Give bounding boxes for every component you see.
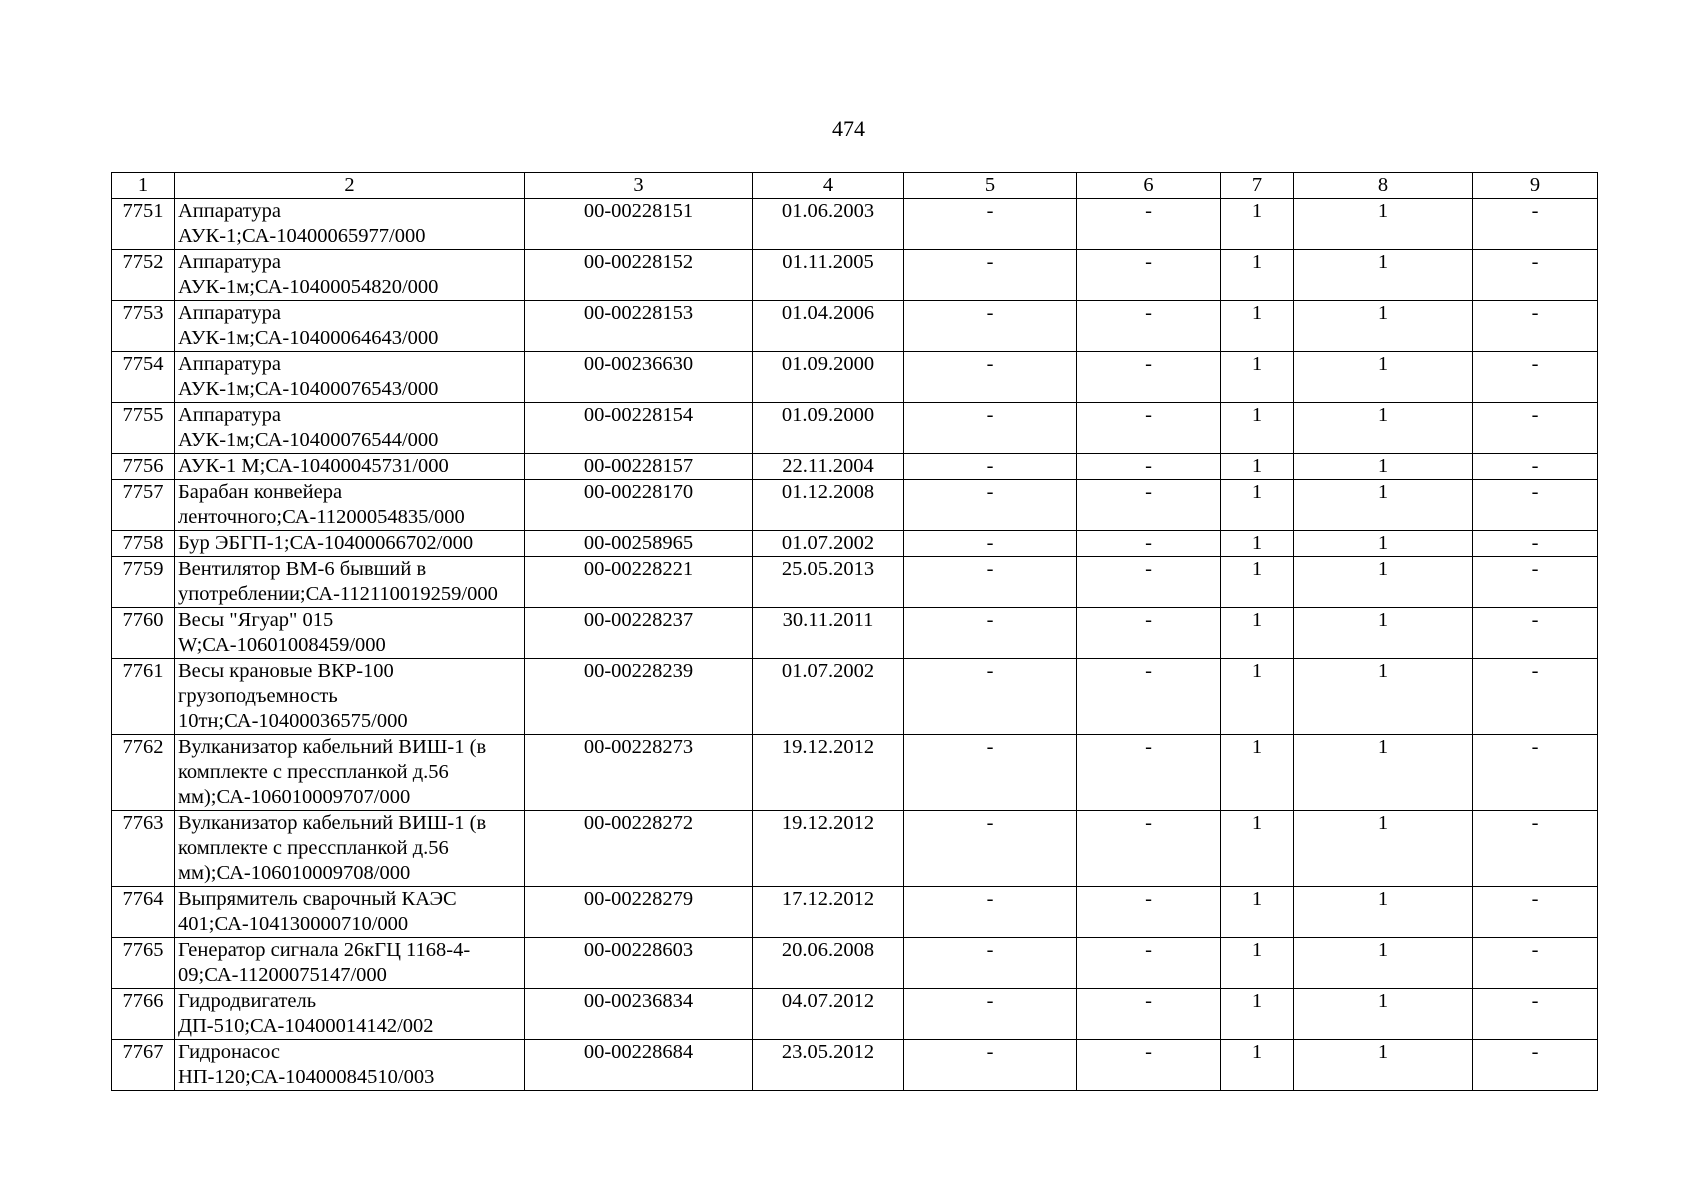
column-8-cell: 1 <box>1294 480 1473 531</box>
column-7-cell: 1 <box>1221 735 1294 811</box>
column-7-cell: 1 <box>1221 811 1294 887</box>
inventory-code-cell: 00-00228221 <box>525 557 753 608</box>
column-7-cell: 1 <box>1221 531 1294 557</box>
column-5-cell: - <box>904 301 1077 352</box>
column-6-cell: - <box>1077 557 1221 608</box>
table-row <box>112 250 1598 301</box>
column-8-cell: 1 <box>1294 199 1473 250</box>
table-row <box>112 887 1598 938</box>
date-cell: 30.11.2011 <box>753 608 904 659</box>
column-8-cell: 1 <box>1294 989 1473 1040</box>
table-body <box>112 199 1598 1091</box>
column-6-cell: - <box>1077 887 1221 938</box>
column-8-cell: 1 <box>1294 352 1473 403</box>
column-7-cell: 1 <box>1221 608 1294 659</box>
table-row <box>112 735 1598 811</box>
column-9-cell: - <box>1473 250 1598 301</box>
column-header: 8 <box>1294 173 1473 199</box>
inventory-code-cell: 00-00228273 <box>525 735 753 811</box>
column-9-cell: - <box>1473 199 1598 250</box>
column-7-cell: 1 <box>1221 1040 1294 1091</box>
column-5-cell: - <box>904 352 1077 403</box>
column-9-cell: - <box>1473 301 1598 352</box>
row-number-cell: 7760 <box>112 608 175 659</box>
column-9-cell: - <box>1473 608 1598 659</box>
row-number-cell: 7757 <box>112 480 175 531</box>
column-7-cell: 1 <box>1221 989 1294 1040</box>
column-6-cell: - <box>1077 301 1221 352</box>
item-name-cell: Аппаратура АУК-1м;СА-10400076544/000 <box>175 403 525 454</box>
inventory-code-cell: 00-00228237 <box>525 608 753 659</box>
column-6-cell: - <box>1077 659 1221 735</box>
column-6-cell: - <box>1077 352 1221 403</box>
inventory-code-cell: 00-00258965 <box>525 531 753 557</box>
column-9-cell: - <box>1473 557 1598 608</box>
column-6-cell: - <box>1077 480 1221 531</box>
column-8-cell: 1 <box>1294 1040 1473 1091</box>
row-number-cell: 7751 <box>112 199 175 250</box>
inventory-code-cell: 00-00228153 <box>525 301 753 352</box>
item-name-cell: Гидродвигатель ДП-510;СА-10400014142/002 <box>175 989 525 1040</box>
column-9-cell: - <box>1473 938 1598 989</box>
column-6-cell: - <box>1077 811 1221 887</box>
table-row <box>112 301 1598 352</box>
column-6-cell: - <box>1077 989 1221 1040</box>
column-8-cell: 1 <box>1294 403 1473 454</box>
date-cell: 17.12.2012 <box>753 887 904 938</box>
date-cell: 01.07.2002 <box>753 531 904 557</box>
row-number-cell: 7764 <box>112 887 175 938</box>
column-5-cell: - <box>904 454 1077 480</box>
column-5-cell: - <box>904 480 1077 531</box>
inventory-code-cell: 00-00228272 <box>525 811 753 887</box>
column-7-cell: 1 <box>1221 199 1294 250</box>
row-number-cell: 7754 <box>112 352 175 403</box>
column-9-cell: - <box>1473 403 1598 454</box>
item-name-cell: Весы "Ягуар" 015 W;СА-10601008459/000 <box>175 608 525 659</box>
row-number-cell: 7755 <box>112 403 175 454</box>
item-name-cell: Весы крановые ВКР-100 грузоподъемность 10тн;СА-10400036575/000 <box>175 659 525 735</box>
column-8-cell: 1 <box>1294 454 1473 480</box>
column-6-cell: - <box>1077 735 1221 811</box>
date-cell: 25.05.2013 <box>753 557 904 608</box>
date-cell: 01.11.2005 <box>753 250 904 301</box>
column-5-cell: - <box>904 938 1077 989</box>
inventory-code-cell: 00-00228239 <box>525 659 753 735</box>
date-cell: 01.04.2006 <box>753 301 904 352</box>
table-row <box>112 199 1598 250</box>
table-row <box>112 938 1598 989</box>
column-7-cell: 1 <box>1221 403 1294 454</box>
column-9-cell: - <box>1473 531 1598 557</box>
item-name-cell: Вентилятор ВМ-6 бывший в употреблении;СА-112110019259/000 <box>175 557 525 608</box>
column-7-cell: 1 <box>1221 887 1294 938</box>
item-name-cell: Аппаратура АУК-1м;СА-10400064643/000 <box>175 301 525 352</box>
item-name-cell: Аппаратура АУК-1м;СА-10400076543/000 <box>175 352 525 403</box>
column-header: 2 <box>175 173 525 199</box>
column-8-cell: 1 <box>1294 887 1473 938</box>
item-name-cell: Гидронасос НП-120;СА-10400084510/003 <box>175 1040 525 1091</box>
row-number-cell: 7765 <box>112 938 175 989</box>
column-9-cell: - <box>1473 659 1598 735</box>
column-5-cell: - <box>904 403 1077 454</box>
inventory-code-cell: 00-00236834 <box>525 989 753 1040</box>
table-row <box>112 989 1598 1040</box>
column-6-cell: - <box>1077 250 1221 301</box>
column-header: 9 <box>1473 173 1598 199</box>
row-number-cell: 7753 <box>112 301 175 352</box>
row-number-cell: 7767 <box>112 1040 175 1091</box>
date-cell: 01.12.2008 <box>753 480 904 531</box>
item-name-cell: АУК-1 М;СА-10400045731/000 <box>175 454 525 480</box>
column-7-cell: 1 <box>1221 454 1294 480</box>
row-number-cell: 7756 <box>112 454 175 480</box>
column-7-cell: 1 <box>1221 557 1294 608</box>
column-5-cell: - <box>904 735 1077 811</box>
inventory-code-cell: 00-00228603 <box>525 938 753 989</box>
date-cell: 19.12.2012 <box>753 735 904 811</box>
column-header: 1 <box>112 173 175 199</box>
column-8-cell: 1 <box>1294 735 1473 811</box>
column-7-cell: 1 <box>1221 480 1294 531</box>
column-8-cell: 1 <box>1294 811 1473 887</box>
date-cell: 01.09.2000 <box>753 403 904 454</box>
date-cell: 04.07.2012 <box>753 989 904 1040</box>
column-5-cell: - <box>904 250 1077 301</box>
column-7-cell: 1 <box>1221 659 1294 735</box>
table-row <box>112 557 1598 608</box>
column-8-cell: 1 <box>1294 301 1473 352</box>
column-6-cell: - <box>1077 608 1221 659</box>
column-6-cell: - <box>1077 403 1221 454</box>
column-9-cell: - <box>1473 480 1598 531</box>
column-5-cell: - <box>904 557 1077 608</box>
column-6-cell: - <box>1077 938 1221 989</box>
asset-register-table <box>111 172 1598 1091</box>
date-cell: 01.07.2002 <box>753 659 904 735</box>
column-5-cell: - <box>904 531 1077 557</box>
column-header: 6 <box>1077 173 1221 199</box>
table-row <box>112 608 1598 659</box>
date-cell: 01.09.2000 <box>753 352 904 403</box>
table-row <box>112 352 1598 403</box>
inventory-code-cell: 00-00228157 <box>525 454 753 480</box>
column-header: 5 <box>904 173 1077 199</box>
row-number-cell: 7752 <box>112 250 175 301</box>
column-6-cell: - <box>1077 454 1221 480</box>
column-8-cell: 1 <box>1294 608 1473 659</box>
date-cell: 23.05.2012 <box>753 1040 904 1091</box>
page-number: 474 <box>832 116 865 141</box>
column-7-cell: 1 <box>1221 301 1294 352</box>
item-name-cell: Вулканизатор кабельний ВИШ-1 (в комплекте с пресспланкой д.56 мм);СА-106010009707/000 <box>175 735 525 811</box>
item-name-cell: Аппаратура АУК-1;СА-10400065977/000 <box>175 199 525 250</box>
column-6-cell: - <box>1077 199 1221 250</box>
row-number-cell: 7759 <box>112 557 175 608</box>
column-9-cell: - <box>1473 454 1598 480</box>
column-5-cell: - <box>904 199 1077 250</box>
item-name-cell: Выпрямитель сварочный КАЭС 401;СА-104130000710/000 <box>175 887 525 938</box>
column-number-row <box>112 173 1598 199</box>
column-5-cell: - <box>904 1040 1077 1091</box>
table-row <box>112 454 1598 480</box>
date-cell: 22.11.2004 <box>753 454 904 480</box>
table-row <box>112 1040 1598 1091</box>
column-8-cell: 1 <box>1294 531 1473 557</box>
column-5-cell: - <box>904 608 1077 659</box>
table-row <box>112 480 1598 531</box>
item-name-cell: Аппаратура АУК-1м;СА-10400054820/000 <box>175 250 525 301</box>
inventory-code-cell: 00-00228279 <box>525 887 753 938</box>
column-9-cell: - <box>1473 989 1598 1040</box>
column-5-cell: - <box>904 659 1077 735</box>
column-6-cell: - <box>1077 1040 1221 1091</box>
column-5-cell: - <box>904 811 1077 887</box>
inventory-code-cell: 00-00228684 <box>525 1040 753 1091</box>
row-number-cell: 7766 <box>112 989 175 1040</box>
row-number-cell: 7758 <box>112 531 175 557</box>
column-9-cell: - <box>1473 352 1598 403</box>
column-9-cell: - <box>1473 811 1598 887</box>
date-cell: 19.12.2012 <box>753 811 904 887</box>
date-cell: 01.06.2003 <box>753 199 904 250</box>
column-7-cell: 1 <box>1221 938 1294 989</box>
column-9-cell: - <box>1473 735 1598 811</box>
column-8-cell: 1 <box>1294 557 1473 608</box>
column-9-cell: - <box>1473 887 1598 938</box>
column-8-cell: 1 <box>1294 938 1473 989</box>
item-name-cell: Бур ЭБГП-1;СА-10400066702/000 <box>175 531 525 557</box>
table-row <box>112 531 1598 557</box>
table-row <box>112 403 1598 454</box>
inventory-code-cell: 00-00228151 <box>525 199 753 250</box>
inventory-code-cell: 00-00228170 <box>525 480 753 531</box>
inventory-code-cell: 00-00228152 <box>525 250 753 301</box>
column-5-cell: - <box>904 887 1077 938</box>
row-number-cell: 7763 <box>112 811 175 887</box>
column-header: 3 <box>525 173 753 199</box>
date-cell: 20.06.2008 <box>753 938 904 989</box>
row-number-cell: 7761 <box>112 659 175 735</box>
column-5-cell: - <box>904 989 1077 1040</box>
column-header: 4 <box>753 173 904 199</box>
item-name-cell: Барабан конвейера ленточного;СА-11200054835/000 <box>175 480 525 531</box>
column-7-cell: 1 <box>1221 352 1294 403</box>
table-row <box>112 659 1598 735</box>
column-6-cell: - <box>1077 531 1221 557</box>
table-row <box>112 811 1598 887</box>
item-name-cell: Генератор сигнала 26кГЦ 1168-4-09;СА-11200075147/000 <box>175 938 525 989</box>
inventory-code-cell: 00-00236630 <box>525 352 753 403</box>
column-7-cell: 1 <box>1221 250 1294 301</box>
item-name-cell: Вулканизатор кабельний ВИШ-1 (в комплекте с пресспланкой д.56 мм);СА-106010009708/000 <box>175 811 525 887</box>
column-header: 7 <box>1221 173 1294 199</box>
column-8-cell: 1 <box>1294 659 1473 735</box>
column-9-cell: - <box>1473 1040 1598 1091</box>
column-8-cell: 1 <box>1294 250 1473 301</box>
inventory-code-cell: 00-00228154 <box>525 403 753 454</box>
row-number-cell: 7762 <box>112 735 175 811</box>
